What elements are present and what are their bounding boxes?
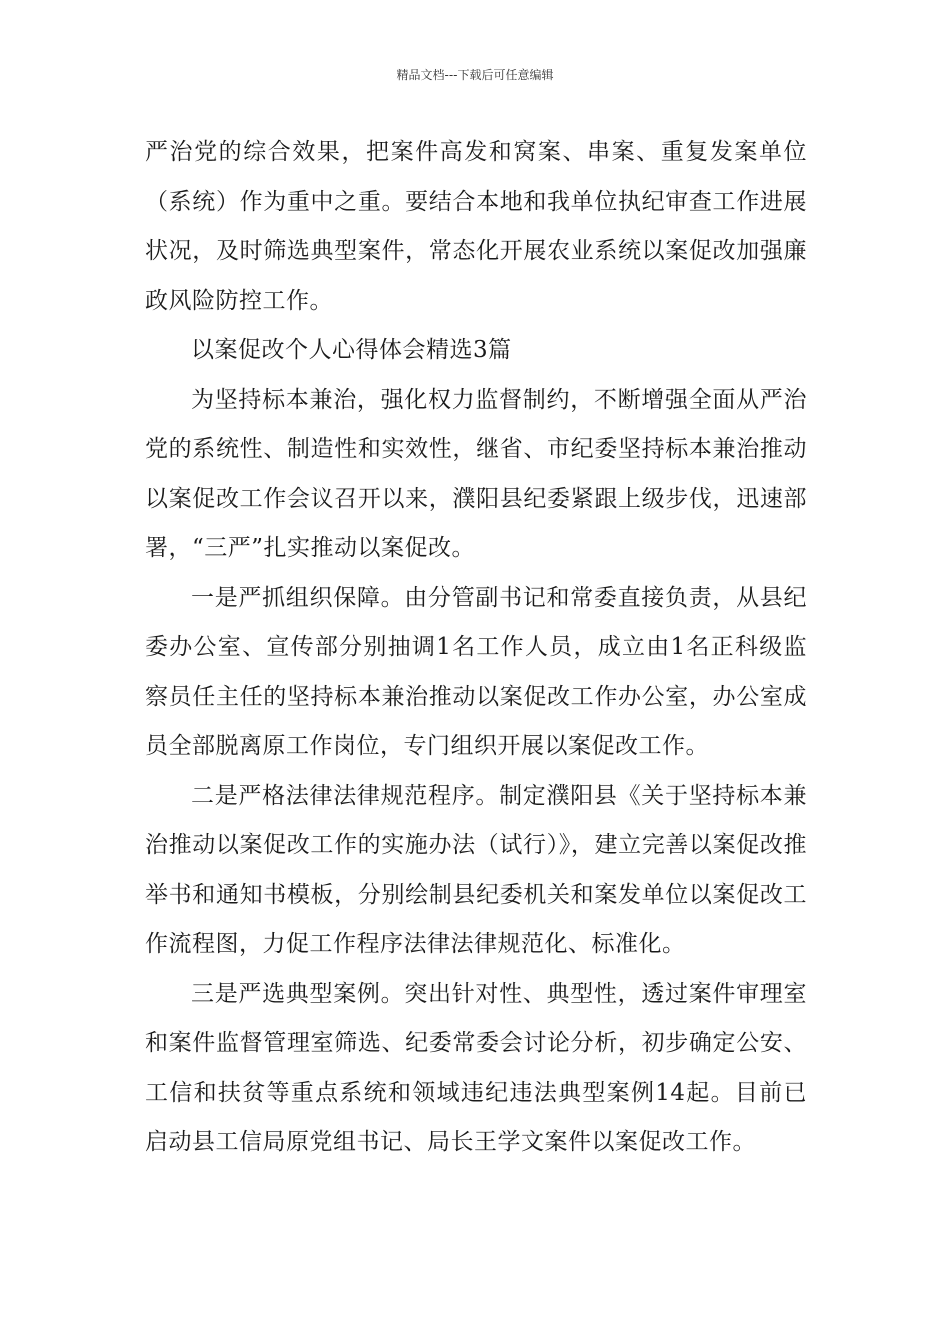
paragraph-second-point: 二是严格法律法律规范程序。制定濮阳县《关于坚持标本兼治推动以案促改工作的实施办法（试行）》，建立完善以案促改推举书和通知书模板，分别绘制县纪委机关和案发单位以案促改工作流程图，力促工作程序法律法律规范化、标准化。 <box>145 782 807 957</box>
paragraph-first-point: 一是严抓组织保障。由分管副书记和常委直接负责，从县纪委办公室、宣传部分别抽调1名工作人员，成立由1名正科级监察员任主任的坚持标本兼治推动以案促改工作办公室，办公室成员全部脱离原工作岗位，专门组织开展以案促改工作。 <box>145 584 807 759</box>
paragraph-third-point: 三是严选典型案例。突出针对性、典型性，透过案件审理室和案件监督管理室筛选、纪委常委会讨论分析，初步确定公安、工信和扶贫等重点系统和领域违纪违法典型案例14起。目前已启动县工信局原党组书记、局长王学文案件以案促改工作。 <box>145 980 807 1155</box>
paragraph-continuation: 严治党的综合效果，把案件高发和窝案、串案、重复发案单位（系统）作为重中之重。要结合本地和我单位执纪审查工作进展状况，及时筛选典型案件，常态化开展农业系统以案促改加强廉政风险防控工作。 <box>145 139 807 314</box>
section-title: 以案促改个人心得体会精选3篇 <box>191 337 512 363</box>
page-header: 精品文档---下载后可任意编辑 <box>396 68 554 82</box>
paragraph-intro: 为坚持标本兼治，强化权力监督制约，不断增强全面从严治党的系统性、制造性和实效性，继省、市纪委坚持标本兼治推动以案促改工作会议召开以来，濮阳县纪委紧跟上级步伐，迅速部署，“三严”扎实推动以案促改。 <box>145 386 807 561</box>
document-body <box>145 128 807 1168</box>
